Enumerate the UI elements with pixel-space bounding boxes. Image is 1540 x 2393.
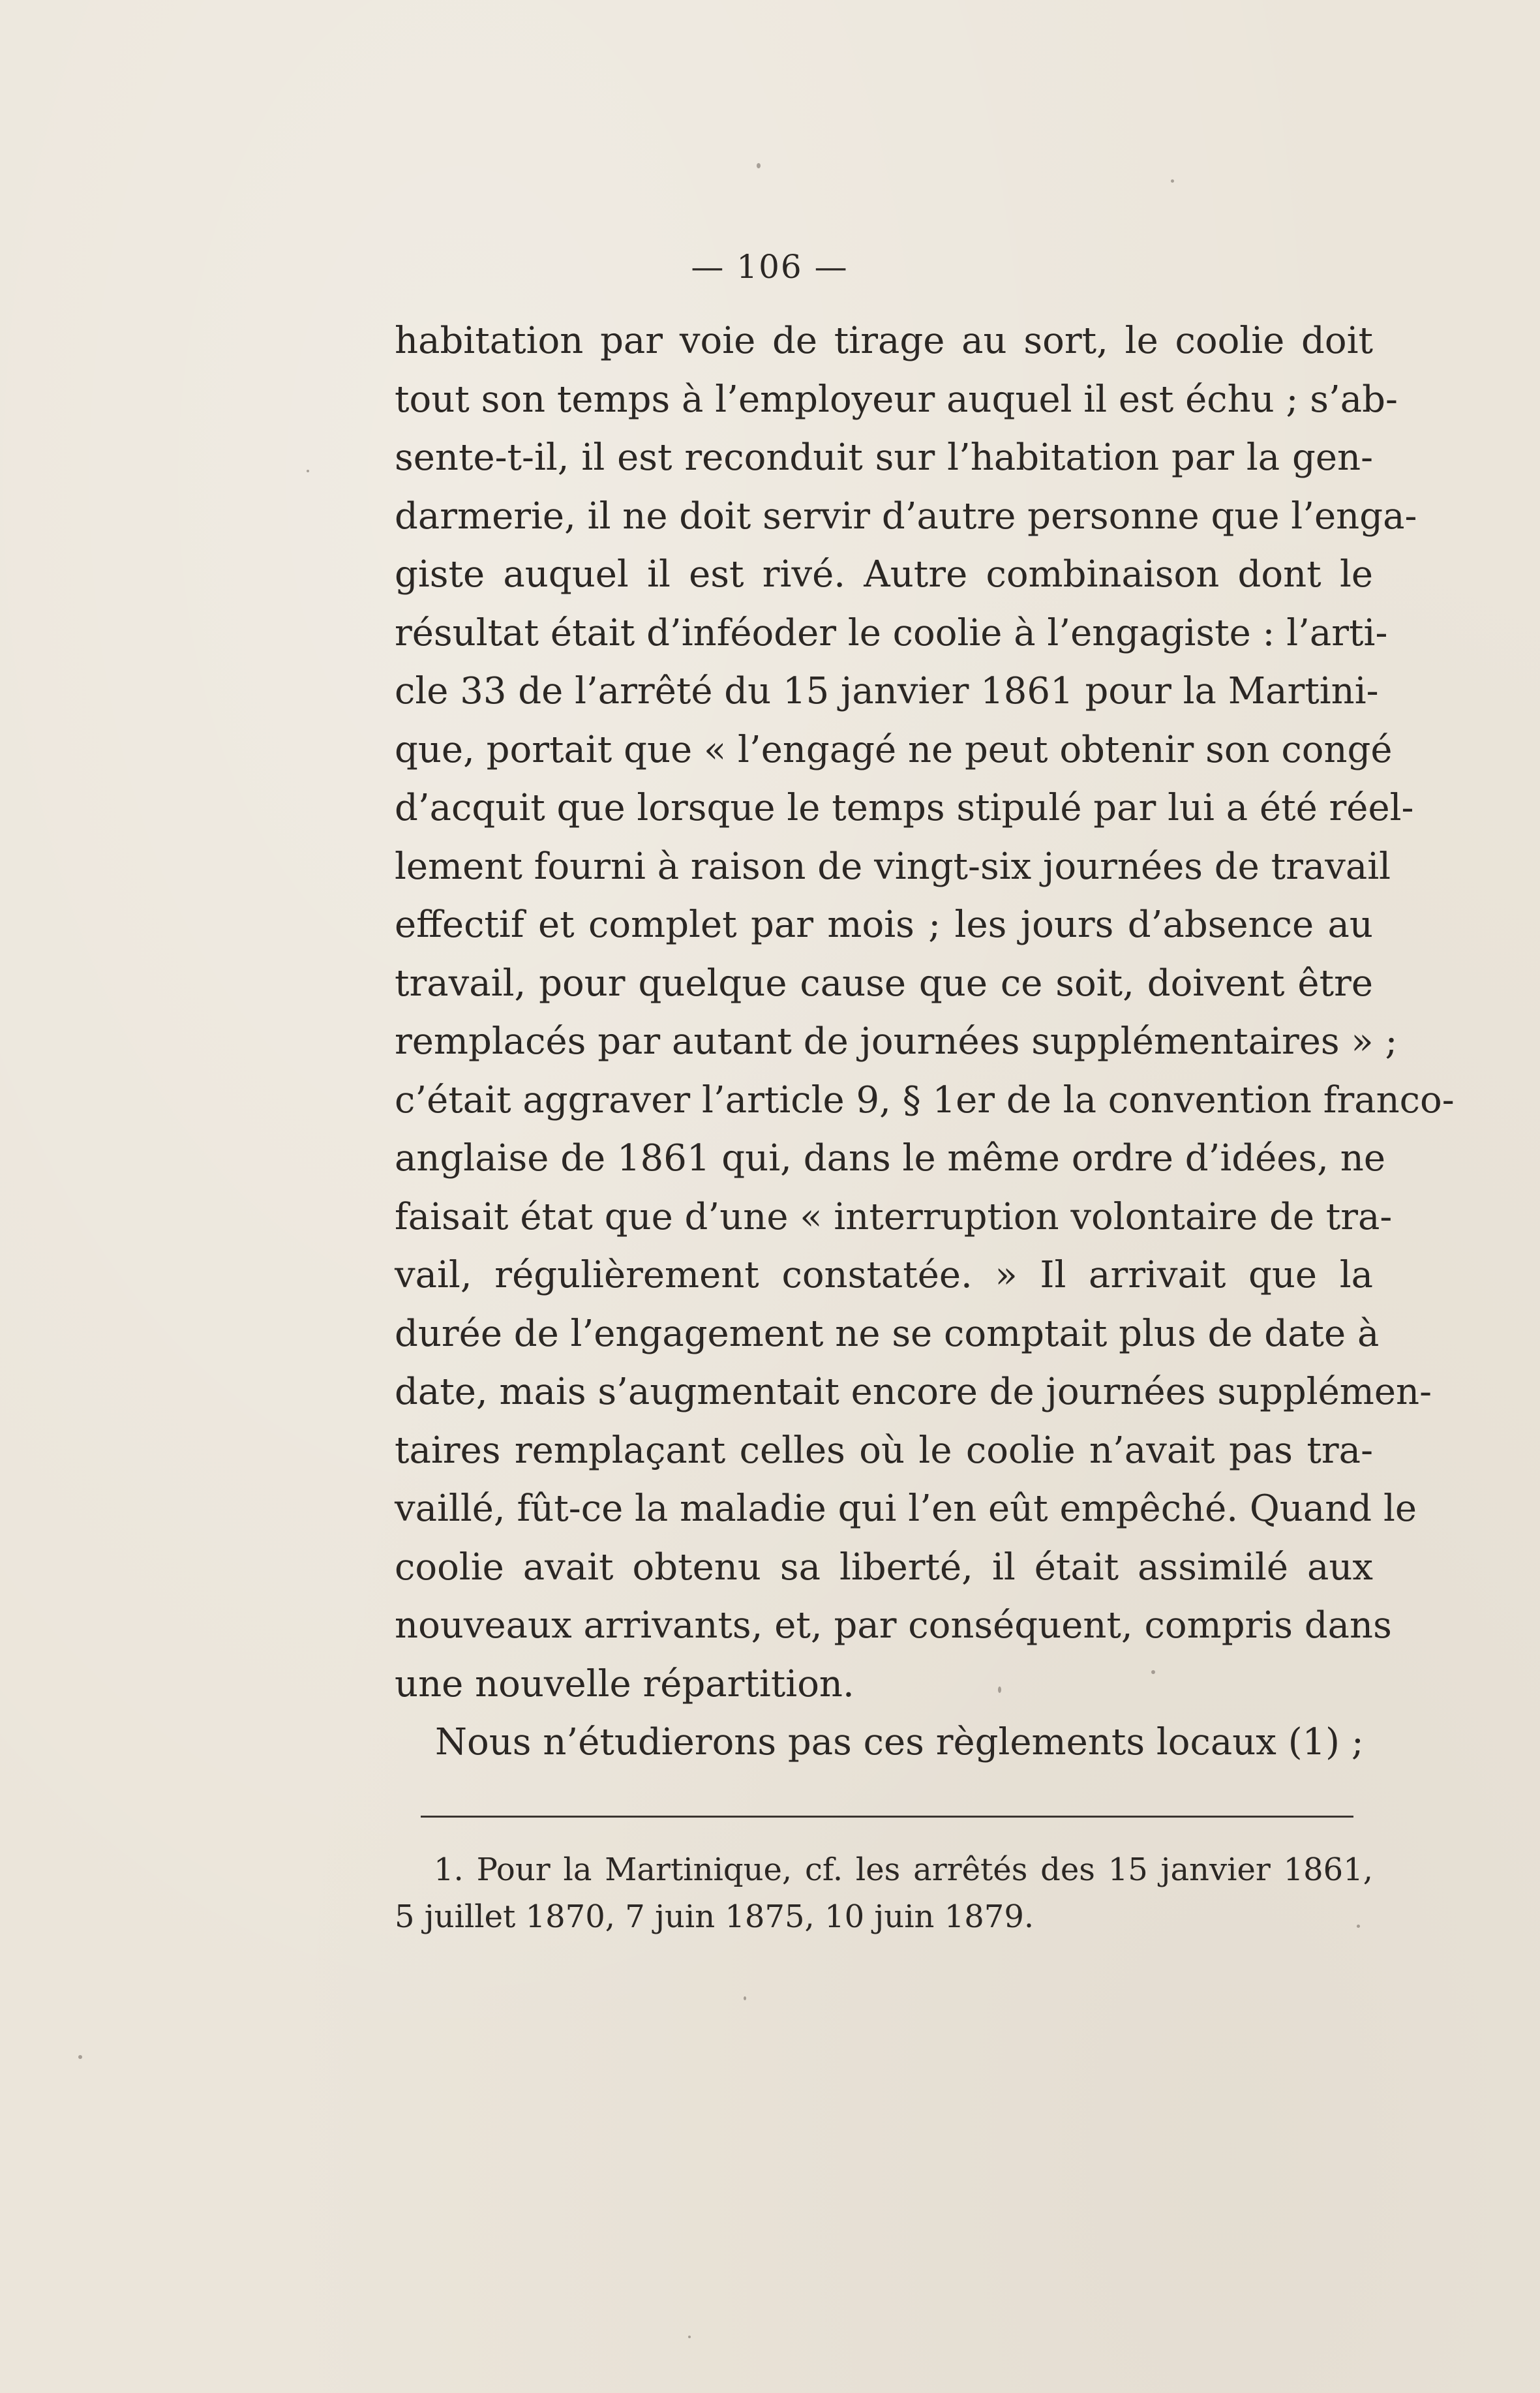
paragraph-start-line: Nous n’étudierons pas ces règlements locaux (1) ; <box>435 1721 1364 1763</box>
text-line: que, portait que « l’engagé ne peut obtenir son congé <box>395 728 1393 771</box>
footnote-line: 1. Pour la Martinique, cf. les arrêtés des 15 janvier 1861, <box>434 1852 1373 1888</box>
text-line: vaillé, fût-ce la maladie qui l’en eût empêché. Quand le <box>395 1487 1417 1530</box>
text-line: remplacés par autant de journées supplémentaires » ; <box>395 1020 1398 1063</box>
text-line: coolie avait obtenu sa liberté, il était assimilé aux <box>395 1546 1373 1589</box>
text-line: vail, régulièrement constatée. » Il arrivait que la <box>395 1254 1373 1296</box>
paragraph-end-line: une nouvelle répartition. <box>395 1662 854 1705</box>
text-line: anglaise de 1861 qui, dans le même ordre d’idées, ne <box>395 1137 1385 1180</box>
paper-speck <box>1151 1670 1155 1674</box>
paper-speck <box>1171 179 1174 183</box>
footnote-line: 5 juillet 1870, 7 juin 1875, 10 juin 1879. <box>395 1898 1034 1935</box>
paper-speck <box>998 1686 1001 1693</box>
paper-speck <box>307 470 309 472</box>
paper-speck <box>757 163 761 168</box>
footnote-separator <box>421 1816 1353 1818</box>
paper-speck <box>688 2336 691 2338</box>
text-line: habitation par voie de tirage au sort, le coolie doit <box>395 320 1373 362</box>
text-line: faisait état que d’une « interruption volontaire de tra- <box>395 1195 1393 1238</box>
text-line: giste auquel il est rivé. Autre combinaison dont le <box>395 553 1373 596</box>
footnotes <box>395 1846 1373 1940</box>
text-line: cle 33 de l’arrêté du 15 janvier 1861 pour la Martini- <box>395 670 1379 712</box>
text-line: travail, pour quelque cause que ce soit, doivent être <box>395 962 1373 1005</box>
text-line: sente-t-il, il est reconduit sur l’habitation par la gen- <box>395 436 1373 479</box>
text-line: tout son temps à l’employeur auquel il est échu ; s’ab- <box>395 378 1398 421</box>
page-number: — 106 — <box>691 248 849 286</box>
text-line: lement fourni à raison de vingt-six journées de travail <box>395 845 1391 888</box>
text-line: résultat était d’inféoder le coolie à l’engagiste : l’arti- <box>395 611 1388 654</box>
text-line: c’était aggraver l’article 9, § 1er de la convention franco- <box>395 1078 1455 1121</box>
text-line: d’acquit que lorsque le temps stipulé par lui a été réel- <box>395 787 1414 829</box>
paper-speck <box>78 2055 82 2059</box>
text-line: date, mais s’augmentait encore de journées supplémen- <box>395 1371 1432 1413</box>
paper-speck <box>1357 1925 1360 1928</box>
text-line: taires remplaçant celles où le coolie n’avait pas tra- <box>395 1429 1373 1472</box>
text-line: nouveaux arrivants, et, par conséquent, compris dans <box>395 1604 1392 1647</box>
text-line: durée de l’engagement ne se comptait plus de date à <box>395 1312 1380 1355</box>
text-line: darmerie, il ne doit servir d’autre personne que l’enga- <box>395 495 1417 538</box>
text-line: effectif et complet par mois ; les jours d’absence au <box>395 904 1373 946</box>
paper-speck <box>744 1996 746 2000</box>
body-text <box>395 312 1455 1772</box>
